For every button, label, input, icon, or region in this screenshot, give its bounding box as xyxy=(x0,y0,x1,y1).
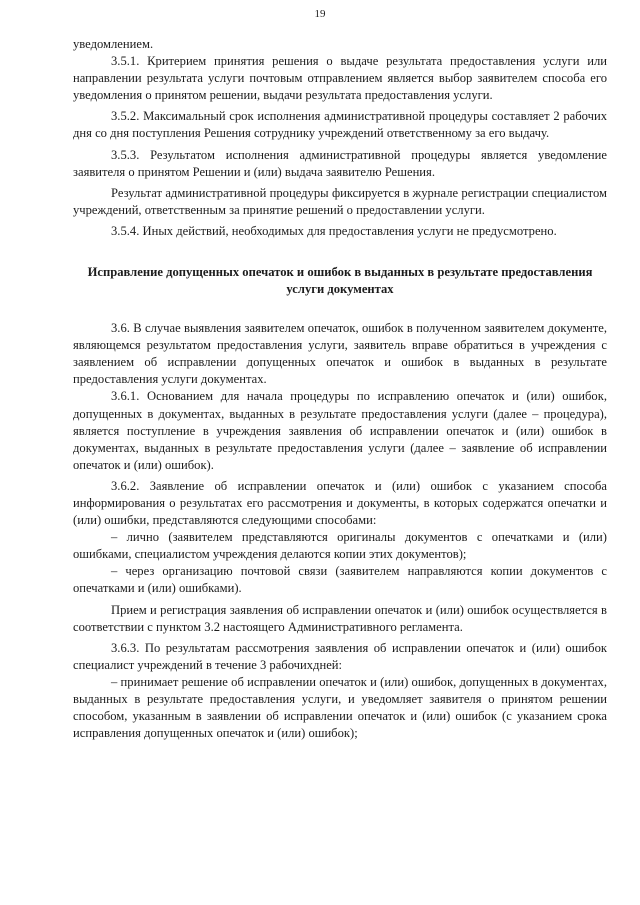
section-heading: Исправление допущенных опечаток и ошибок в выданных в результате предоставления услуги документах xyxy=(87,265,593,297)
paragraph: 3.5.2. Максимальный срок исполнения административной процедуры составляет 2 рабочих дня со дня поступления Решения сотруднику учреждений ответственному за его выдачу. xyxy=(73,109,607,141)
paragraph: 3.6.3. По результатам рассмотрения заявления об исправлении опечаток и (или) ошибок специалист учреждений в течение 3 рабочихдней: xyxy=(73,640,607,672)
paragraph: 3.6.1. Основанием для начала процедуры по исправлению опечаток и (или) ошибок, допущенных в документах, выданных в результате предоставления услуги (далее – процедура), является поступление в учреждения заявления об исправлении опечаток и (или) ошибок в документах, выданных в результате предоставления услуги (далее – заявление об исправлении опечаток и (или) ошибок). xyxy=(73,389,607,472)
paragraph: 3.6. В случае выявления заявителем опечаток, ошибок в полученном заявителем документе, являющемся результатом предоставления услуги, заявитель вправе обратиться в учреждения с заявлением об исправлении допущенных опечаток и ошибок в выданных в результате предоставления услуги документах. xyxy=(73,321,607,387)
paragraph: Прием и регистрация заявления об исправлении опечаток и (или) ошибок осуществляется в соответствии с пунктом 3.2 настоящего Административного регламента. xyxy=(73,602,607,634)
document-body xyxy=(73,36,607,742)
paragraph: Результат административной процедуры фиксируется в журнале регистрации специалистом учреждений, ответственным за принятие решений о предоставлении услуги. xyxy=(73,185,607,217)
paragraph: уведомлением. xyxy=(73,37,154,51)
page-number: 19 xyxy=(314,8,326,20)
list-item: – принимает решение об исправлении опечаток и (или) ошибок, допущенных в документах, выданных в результате предоставления услуги, и уведомляет заявителя о принятом решении способом, указанным в заявлении об исправлении опечаток и (или) ошибок (с указанием срока исправления допущенных опечаток и (или) ошибок); xyxy=(73,674,607,741)
list-item: – через организацию почтовой связи (заявителем направляются копии документов с опечатками и (или) ошибками). xyxy=(73,564,607,596)
paragraph: 3.5.1. Критерием принятия решения о выдаче результата предоставления услуги или направлении результата услуги почтовым отправлением является выбор заявителем способа его уведомления о принятом решении, выдачи результата предоставления услуги. xyxy=(73,54,607,103)
paragraph: 3.5.3. Результатом исполнения административной процедуры является уведомление заявителя о принятом Решении и (или) выдача заявителю Решения. xyxy=(73,147,607,179)
list-item: – лично (заявителем представляются оригиналы документов с опечатками и (или) ошибками, специалистом учреждения делаются копии этих документов); xyxy=(73,530,607,562)
paragraph: 3.6.2. Заявление об исправлении опечаток и (или) ошибок с указанием способа информирования о результатах его рассмотрения и документы, в которых содержатся опечатки и (или) ошибки, представляются следующими способами: xyxy=(73,478,607,528)
paragraph: 3.5.4. Иных действий, необходимых для предоставления услуги не предусмотрено. xyxy=(111,223,557,238)
